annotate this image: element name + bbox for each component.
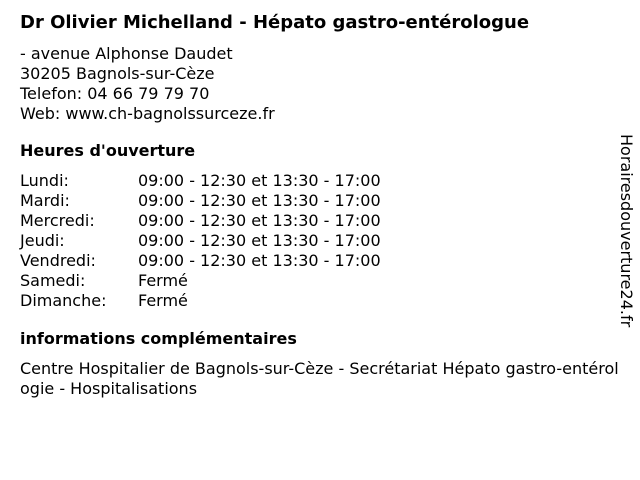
day-hours: 09:00 - 12:30 et 13:30 - 17:00: [138, 191, 381, 210]
day-hours: 09:00 - 12:30 et 13:30 - 17:00: [138, 251, 381, 270]
hours-heading: Heures d'ouverture: [20, 141, 196, 160]
day-label: Mardi:: [20, 191, 70, 210]
hours-table: [20, 171, 620, 311]
hours-row-dimanche: [20, 291, 620, 311]
info-heading: informations complémentaires: [20, 329, 297, 348]
day-hours: 09:00 - 12:30 et 13:30 - 17:00: [138, 211, 381, 230]
day-hours: 09:00 - 12:30 et 13:30 - 17:00: [138, 171, 381, 190]
page-title: Dr Olivier Michelland - Hépato gastro-entérologue: [20, 12, 530, 33]
day-label: Lundi:: [20, 171, 69, 190]
info-text: Centre Hospitalier de Bagnols-sur-Cèze - Secrétariat Hépato gastro-entérologie - Hospitalisations: [20, 359, 619, 398]
address-block: [20, 44, 620, 124]
street-address: - avenue Alphonse Daudet: [20, 44, 233, 63]
website: Web: www.ch-bagnolssurceze.fr: [20, 104, 275, 123]
hours-row-mardi: [20, 191, 620, 211]
hours-row-jeudi: [20, 231, 620, 251]
day-label: Samedi:: [20, 271, 86, 290]
day-label: Mercredi:: [20, 211, 95, 230]
day-hours: Fermé: [138, 271, 188, 290]
day-hours: Fermé: [138, 291, 188, 310]
day-label: Jeudi:: [20, 231, 65, 250]
site-watermark: Horairesdouverture24.fr: [617, 134, 636, 328]
hours-row-mercredi: [20, 211, 620, 231]
hours-row-vendredi: [20, 251, 620, 271]
day-hours: 09:00 - 12:30 et 13:30 - 17:00: [138, 231, 381, 250]
business-card: [20, 12, 620, 399]
day-label: Dimanche:: [20, 291, 107, 310]
hours-row-samedi: [20, 271, 620, 291]
city-address: 30205 Bagnols-sur-Cèze: [20, 64, 215, 83]
hours-row-lundi: [20, 171, 620, 191]
phone-number: Telefon: 04 66 79 79 70: [20, 84, 210, 103]
day-label: Vendredi:: [20, 251, 96, 270]
